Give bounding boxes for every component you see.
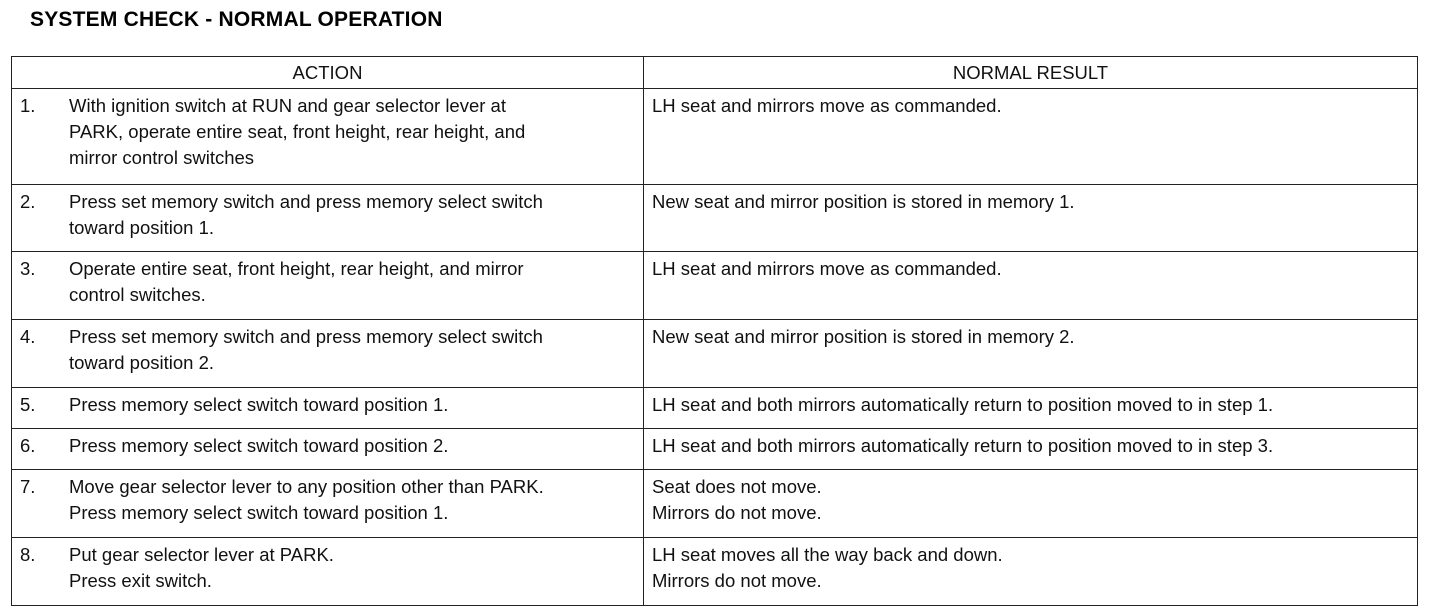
action-text: Put gear selector lever at PARK. [69, 544, 334, 565]
result-text: New seat and mirror position is stored in memory 2. [652, 326, 1075, 347]
step-number: 5. [20, 394, 36, 415]
action-text: Move gear selector lever to any position other than PARK. [69, 476, 544, 497]
result-cell [644, 538, 1418, 606]
table-row [12, 429, 1418, 470]
result-text: LH seat and both mirrors automatically return to position moved to in step 1. [652, 394, 1274, 415]
table-row [12, 320, 1418, 388]
result-cell [644, 185, 1418, 252]
action-text: Press set memory switch and press memory select switch [69, 191, 543, 212]
result-cell [644, 252, 1418, 320]
action-cell [12, 320, 644, 388]
step-number: 6. [20, 435, 36, 456]
table-row [12, 388, 1418, 429]
table-row [12, 538, 1418, 606]
action-text: PARK, operate entire seat, front height, rear height, and [69, 121, 526, 142]
action-text: Press memory select switch toward position 1. [69, 394, 449, 415]
table-row [12, 252, 1418, 320]
action-text: mirror control switches [69, 147, 255, 168]
result-cell [644, 89, 1418, 185]
column-header-action: ACTION [12, 57, 644, 89]
action-text: control switches. [69, 284, 206, 305]
result-text: LH seat and both mirrors automatically return to position moved to in step 3. [652, 435, 1274, 456]
result-text: Mirrors do not move. [652, 570, 822, 591]
step-number: 1. [20, 95, 36, 116]
result-text: LH seat moves all the way back and down. [652, 544, 1003, 565]
page-title: SYSTEM CHECK - NORMAL OPERATION [30, 8, 443, 31]
action-text: Press exit switch. [69, 570, 212, 591]
action-cell [12, 538, 644, 606]
action-text: Press set memory switch and press memory select switch [69, 326, 543, 347]
result-cell [644, 429, 1418, 470]
table-header-row [12, 57, 1418, 89]
action-text: toward position 1. [69, 217, 215, 238]
result-cell [644, 470, 1418, 538]
step-number: 8. [20, 544, 36, 565]
action-cell [12, 388, 644, 429]
result-cell [644, 388, 1418, 429]
action-text: With ignition switch at RUN and gear selector lever at [69, 95, 506, 116]
action-text: Operate entire seat, front height, rear height, and mirror [69, 258, 524, 279]
step-number: 3. [20, 258, 36, 279]
table-row [12, 89, 1418, 185]
result-text: New seat and mirror position is stored in memory 1. [652, 191, 1075, 212]
action-cell [12, 470, 644, 538]
action-cell [12, 185, 644, 252]
step-number: 2. [20, 191, 36, 212]
column-header-normal-result: NORMAL RESULT [644, 57, 1418, 89]
result-text: LH seat and mirrors move as commanded. [652, 258, 1002, 279]
result-text: Seat does not move. [652, 476, 822, 497]
action-text: Press memory select switch toward position 1. [69, 502, 449, 523]
system-check-table [11, 56, 1418, 606]
table-row [12, 470, 1418, 538]
action-text: toward position 2. [69, 352, 215, 373]
result-text: Mirrors do not move. [652, 502, 822, 523]
result-cell [644, 320, 1418, 388]
action-text: Press memory select switch toward position 2. [69, 435, 449, 456]
action-cell [12, 429, 644, 470]
step-number: 7. [20, 476, 36, 497]
action-cell [12, 89, 644, 185]
step-number: 4. [20, 326, 36, 347]
result-text: LH seat and mirrors move as commanded. [652, 95, 1002, 116]
action-cell [12, 252, 644, 320]
table-row [12, 185, 1418, 252]
